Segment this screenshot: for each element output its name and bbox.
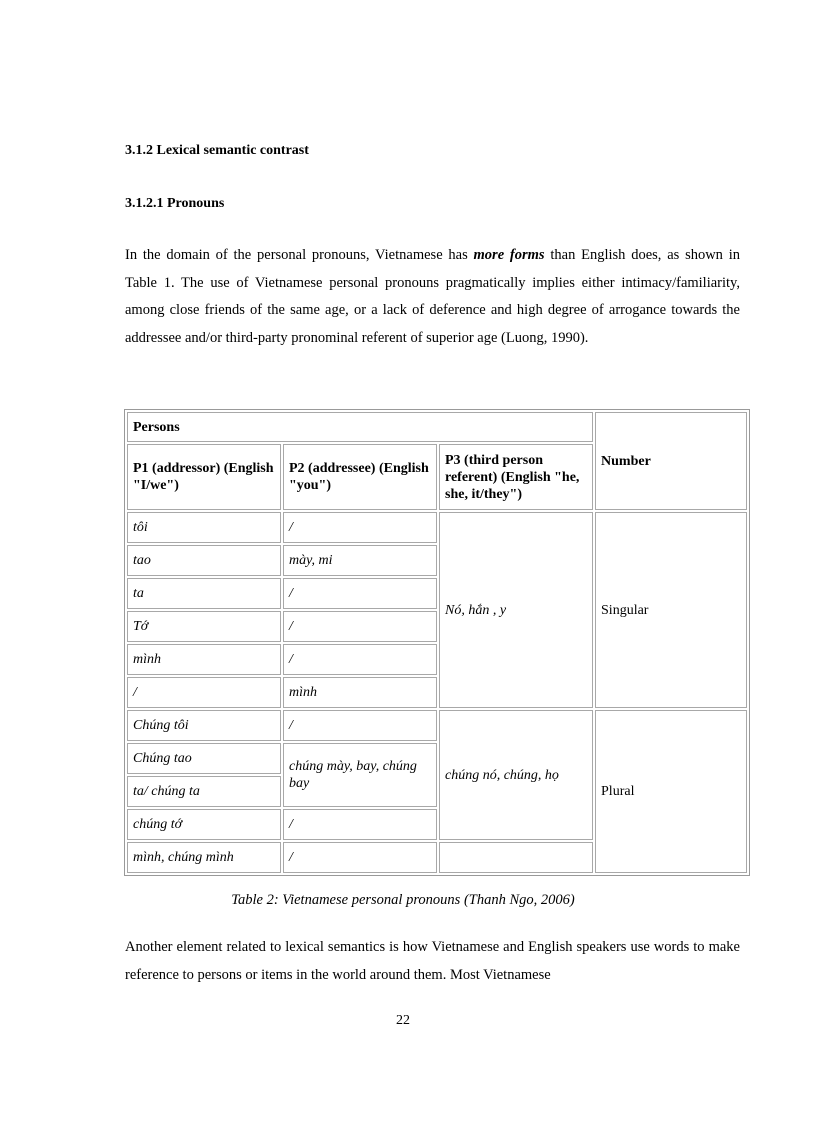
p3-singular-cell: Nó, hắn , y [439, 512, 593, 708]
number-singular-cell: Singular [595, 512, 747, 708]
number-header: Number [595, 412, 747, 510]
table-cell-p1: tao [127, 545, 281, 576]
table-cell-p1: Tớ [127, 611, 281, 642]
table-caption: Table 2: Vietnamese personal pronouns (Thanh Ngo, 2006) [231, 892, 575, 908]
table-cell-p1: mình, chúng mình [127, 842, 281, 873]
table-cell-p2-merged: chúng mày, bay, chúng bay [283, 743, 437, 807]
persons-header: Persons [127, 412, 593, 442]
p3-plural-cell: chúng nó, chúng, họ [439, 710, 593, 840]
page-number: 22 [396, 1013, 410, 1028]
table-cell-p2: mày, mi [283, 545, 437, 576]
table-cell-p2: / [283, 512, 437, 543]
table-cell-p1: ta/ chúng ta [127, 776, 281, 807]
intro-text-rest: than English does, as shown in Table 1. The use of Vietnamese personal pronouns pragmatically implies either intimacy/familiarity, among close friends of the same age, or a lack of deference and high degree of arrogance towards the addressee and/or third-party pronominal referent of superior age (Luong, 1990). [125, 247, 741, 346]
table-cell-p2: / [283, 710, 437, 741]
emphasis-more-forms: more forms [473, 247, 545, 263]
number-plural-cell: Plural [595, 710, 747, 873]
table-cell-p2: / [283, 611, 437, 642]
p1-header: P1 (addressor) (English "I/we") [127, 444, 281, 510]
pronoun-table [124, 409, 750, 876]
table-cell-p1: tôi [127, 512, 281, 543]
table-cell-p1: / [127, 677, 281, 708]
p3-header: P3 (third person referent) (English "he, she, it/they") [439, 444, 593, 510]
table-cell-p1: Chúng tao [127, 743, 281, 774]
table-cell-p2: / [283, 644, 437, 675]
subsection-heading: 3.1.2.1 Pronouns [125, 196, 225, 211]
table-cell-p2: / [283, 842, 437, 873]
p3-empty-cell [439, 842, 593, 873]
table-cell-p1: mình [127, 644, 281, 675]
table-cell-p1: Chúng tôi [127, 710, 281, 741]
table-cell-p2: mình [283, 677, 437, 708]
p2-header: P2 (addressee) (English "you") [283, 444, 437, 510]
table-cell-p2: / [283, 809, 437, 840]
table-cell-p1: ta [127, 578, 281, 609]
section-heading: 3.1.2 Lexical semantic contrast [125, 143, 309, 158]
intro-paragraph [125, 242, 740, 352]
closing-paragraph: Another element related to lexical semantics is how Vietnamese and English speakers use words to make reference to persons or items in the world around them. Most Vietnamese [125, 939, 740, 983]
table-cell-p1: chúng tớ [127, 809, 281, 840]
table-cell-p2: / [283, 578, 437, 609]
intro-text-start: In the domain of the personal pronouns, Vietnamese has [125, 247, 474, 263]
